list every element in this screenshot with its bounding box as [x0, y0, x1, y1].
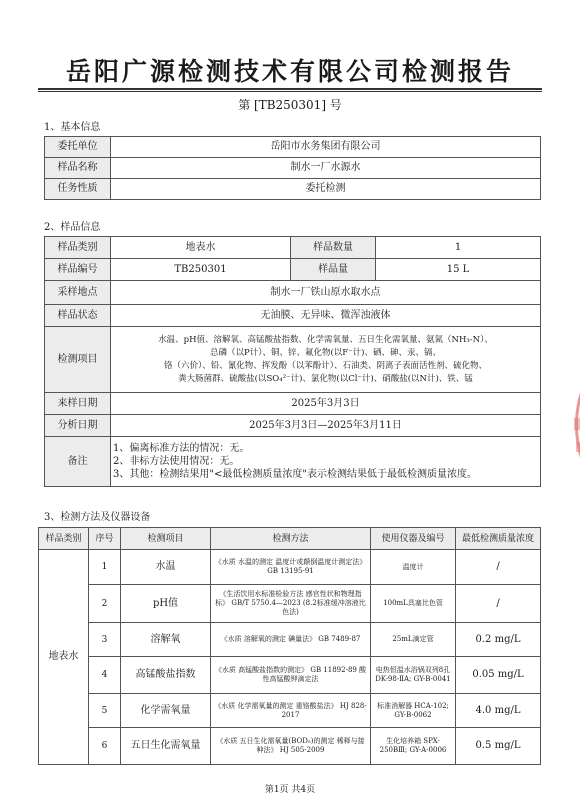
page-footer: 第1页 共4页: [264, 785, 316, 795]
sample-type-label: 样品类别: [45, 237, 111, 259]
sample-name-value: 制水一厂水源水: [111, 158, 541, 179]
state-value: 无油膜、无异味、微浑浊液体: [111, 305, 541, 327]
task-nature-value: 委托检测: [111, 179, 541, 200]
row-no: 5: [89, 694, 121, 728]
table-row: [45, 237, 541, 259]
client-value: 岳阳市水务集团有限公司: [111, 137, 541, 158]
row-instrument: 电热恒温水浴锅双列8孔 DK-98-ⅡA; GY-B-0041: [371, 657, 456, 694]
row-item: 水温: [121, 550, 211, 585]
items-line: 铬（六价）、铅、氰化物、挥发酚（以苯酚计）、石油类、阴离子表面活性剂、硫化物、: [163, 360, 487, 371]
basic-info-table: [44, 136, 541, 200]
title-rule-thin: [38, 91, 542, 92]
table-row: [39, 585, 541, 623]
amount-value: 15 L: [376, 259, 541, 281]
location-label: 采样地点: [45, 281, 111, 305]
qty-label: 样品数量: [291, 237, 376, 259]
analysis-date-value: 2025年3月3日—2025年3月11日: [111, 415, 541, 437]
row-limit: 4.0 mg/L: [456, 694, 541, 728]
items-line: 水温、pH值、溶解氧、高锰酸盐指数、化学需氧量、五日生化需氧量、氨氮（NH₃-N）、: [158, 334, 493, 345]
recv-date-label: 来样日期: [45, 393, 111, 415]
row-no: 6: [89, 728, 121, 765]
row-limit: /: [456, 550, 541, 585]
notes-label: 备注: [45, 437, 111, 487]
section3-heading: 3、检测方法及仪器设备: [44, 512, 151, 523]
qty-value: 1: [376, 237, 541, 259]
method-table: [38, 527, 541, 765]
row-item: 溶解氧: [121, 623, 211, 657]
seal-stamp-icon: [560, 370, 580, 480]
col-header: 样品类别: [39, 528, 89, 550]
items-line: 总磷（以P计）、铜、锌、氟化物(以F⁻计)、硒、砷、汞、镉、: [210, 347, 441, 358]
row-method: 《水质 水温的测定 温度计或颠倒温度计测定法》 GB 13195-91: [211, 550, 371, 585]
table-row: [45, 305, 541, 327]
col-header: 序号: [89, 528, 121, 550]
col-header: 最低检测质量浓度: [456, 528, 541, 550]
col-header: 检测方法: [211, 528, 371, 550]
row-no: 2: [89, 585, 121, 623]
state-label: 样品状态: [45, 305, 111, 327]
sample-info-table: [44, 236, 541, 487]
row-method: 《水质 五日生化需氧量(BOD₅)的测定 稀释与接种法》 HJ 505-2009: [211, 728, 371, 765]
row-limit: 0.05 mg/L: [456, 657, 541, 694]
note-line: 3、其他：检测结果用"<最低检测质量浓度"表示检测结果低于最低检测质量浓度。: [113, 469, 477, 480]
row-item: 五日生化需氧量: [121, 728, 211, 765]
amount-label: 样品量: [291, 259, 376, 281]
report-title: 岳阳广源检测技术有限公司检测报告: [65, 57, 514, 86]
sample-no-label: 样品编号: [45, 259, 111, 281]
table-row: [39, 657, 541, 694]
table-row: [39, 728, 541, 765]
analysis-date-label: 分析日期: [45, 415, 111, 437]
table-row: [45, 327, 541, 393]
row-no: 3: [89, 623, 121, 657]
section2-heading: 2、样品信息: [44, 222, 101, 233]
sample-type-value: 地表水: [111, 237, 291, 259]
row-instrument: 标准消解器 HCA-102; GY-B-0062: [371, 694, 456, 728]
items-value: [111, 327, 541, 393]
note-line: 2、非标方法使用情况：无。: [113, 456, 240, 467]
row-method: 《水质 溶解氧的测定 碘量法》 GB 7489-87: [211, 623, 371, 657]
sample-no-value: TB250301: [111, 259, 291, 281]
table-row: [45, 281, 541, 305]
row-item: 高锰酸盐指数: [121, 657, 211, 694]
table-row: [45, 415, 541, 437]
row-limit: /: [456, 585, 541, 623]
category-cell: 地表水: [39, 550, 89, 765]
task-nature-label: 任务性质: [45, 179, 111, 200]
row-no: 4: [89, 657, 121, 694]
row-method: 《水质 高锰酸盐指数的测定》 GB 11892-89 酸性高锰酸钾滴定法: [211, 657, 371, 694]
table-row: [39, 623, 541, 657]
items-line: 粪大肠菌群、硫酸盐(以SO₄²⁻计)、氯化物(以Cl⁻计)、硝酸盐(以N计)、铁、锰: [178, 373, 473, 384]
table-row: [39, 550, 541, 585]
row-method: 《生活饮用水标准检验方法 感官性状和物理指标》 GB/T 5750.4—2023 (8.2标准缓冲溶液比色法): [211, 585, 371, 623]
table-row: [39, 694, 541, 728]
notes-value: [111, 437, 541, 487]
table-header-row: [39, 528, 541, 550]
recv-date-value: 2025年3月3日: [111, 393, 541, 415]
col-header: 使用仪器及编号: [371, 528, 456, 550]
items-label: 检测项目: [45, 327, 111, 393]
row-method: 《水质 化学需氧量的测定 重铬酸盐法》 HJ 828-2017: [211, 694, 371, 728]
row-limit: 0.5 mg/L: [456, 728, 541, 765]
section1-heading: 1、基本信息: [44, 122, 101, 133]
row-no: 1: [89, 550, 121, 585]
sample-name-label: 样品名称: [45, 158, 111, 179]
row-instrument: 100mL具塞比色管: [371, 585, 456, 623]
col-header: 检测项目: [121, 528, 211, 550]
client-label: 委托单位: [45, 137, 111, 158]
row-limit: 0.2 mg/L: [456, 623, 541, 657]
row-instrument: 温度计: [371, 550, 456, 585]
table-row: [45, 158, 541, 179]
table-row: [45, 179, 541, 200]
table-row: [45, 137, 541, 158]
table-row: [45, 437, 541, 487]
row-item: pH值: [121, 585, 211, 623]
row-instrument: 25mL滴定管: [371, 623, 456, 657]
title-rule: [38, 88, 542, 90]
table-row: [45, 393, 541, 415]
row-instrument: 生化培养箱 SPX-250BⅢ; GY-A-0006: [371, 728, 456, 765]
location-value: 制水一厂铁山原水取水点: [111, 281, 541, 305]
table-row: [45, 259, 541, 281]
note-line: 1、偏离标准方法的情况：无。: [113, 443, 250, 454]
report-number: 第 [TB250301] 号: [238, 98, 342, 112]
row-item: 化学需氧量: [121, 694, 211, 728]
